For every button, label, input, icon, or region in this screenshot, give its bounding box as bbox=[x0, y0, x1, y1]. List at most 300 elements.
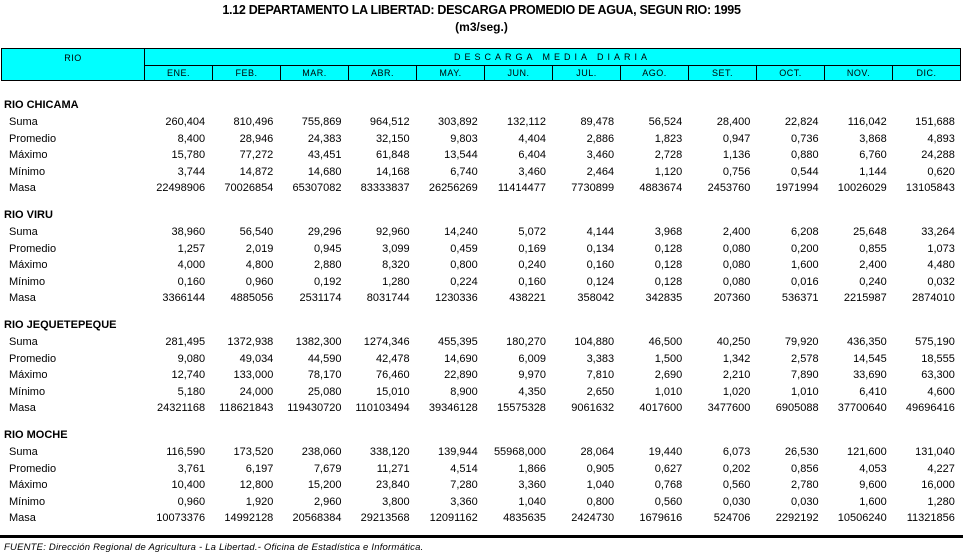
cell-value: 0,960 bbox=[177, 495, 206, 508]
cell-value: 14,240 bbox=[444, 226, 478, 238]
table-header bbox=[1, 48, 961, 81]
river-section bbox=[0, 427, 963, 527]
cell-value: 121,600 bbox=[846, 446, 887, 458]
cell-value: 0,200 bbox=[791, 242, 819, 255]
cell-value: 964,512 bbox=[369, 116, 410, 128]
table-row bbox=[0, 180, 963, 197]
cell-value: 0,240 bbox=[859, 275, 887, 288]
row-label: Masa bbox=[9, 292, 36, 305]
cell-value: 455,395 bbox=[438, 336, 478, 348]
row-label: Máximo bbox=[9, 479, 48, 492]
cell-value: 180,270 bbox=[506, 336, 546, 348]
cell-value: 6,410 bbox=[859, 385, 887, 398]
table-row bbox=[0, 367, 963, 384]
cell-value: 9061632 bbox=[571, 402, 615, 415]
cell-value: 37700640 bbox=[837, 402, 887, 415]
cell-value: 0,627 bbox=[654, 462, 683, 475]
cell-value: 0,160 bbox=[518, 275, 546, 288]
cell-value: 1382,300 bbox=[295, 336, 342, 348]
cell-value: 8,900 bbox=[450, 385, 478, 398]
cell-value: 0,224 bbox=[450, 275, 478, 288]
river-section bbox=[0, 207, 963, 307]
cell-value: 0,945 bbox=[313, 242, 342, 255]
cell-value: 0,240 bbox=[518, 259, 546, 272]
cell-value: 83333837 bbox=[360, 182, 410, 195]
river-name: RIO VIRU bbox=[4, 209, 53, 221]
row-label: Suma bbox=[9, 446, 38, 458]
cell-value: 2874010 bbox=[912, 292, 955, 305]
cell-value: 110103494 bbox=[355, 402, 410, 415]
cell-value: 0,768 bbox=[654, 479, 683, 492]
row-label: Promedio bbox=[9, 132, 57, 145]
row-label: Promedio bbox=[9, 242, 57, 255]
cell-value: 4,000 bbox=[177, 259, 206, 272]
cell-value: 26,530 bbox=[784, 446, 819, 458]
cell-value: 5,180 bbox=[177, 385, 206, 398]
table-row bbox=[0, 114, 963, 131]
cell-value: 2,578 bbox=[791, 352, 819, 365]
cell-value: 10073376 bbox=[156, 512, 206, 525]
cell-value: 7,810 bbox=[586, 369, 615, 382]
cell-value: 536371 bbox=[781, 292, 819, 305]
cell-value: 0,947 bbox=[722, 132, 751, 145]
cell-value: 6905088 bbox=[775, 402, 819, 415]
table-row bbox=[0, 131, 963, 148]
cell-value: 0,856 bbox=[791, 462, 819, 475]
cell-value: 15,010 bbox=[375, 385, 410, 398]
header-month: ENE. bbox=[145, 66, 213, 80]
cell-value: 49,034 bbox=[239, 352, 274, 365]
cell-value: 29213568 bbox=[360, 512, 410, 525]
cell-value: 43,451 bbox=[307, 149, 342, 162]
cell-value: 25,080 bbox=[307, 385, 342, 398]
cell-value: 3,460 bbox=[518, 165, 546, 178]
cell-value: 0,080 bbox=[722, 242, 751, 255]
cell-value: 1,600 bbox=[859, 495, 887, 508]
cell-value: 33,690 bbox=[853, 369, 887, 382]
row-label: Mínimo bbox=[9, 495, 46, 508]
cell-value: 1,257 bbox=[177, 242, 206, 255]
cell-value: 2215987 bbox=[843, 292, 887, 305]
cell-value: 9,803 bbox=[450, 132, 478, 145]
cell-value: 0,080 bbox=[722, 275, 751, 288]
cell-value: 3,800 bbox=[382, 495, 410, 508]
cell-value: 3,460 bbox=[586, 149, 615, 162]
header-month: FEB. bbox=[213, 66, 281, 80]
table-row bbox=[0, 257, 963, 274]
cell-value: 77,272 bbox=[239, 149, 274, 162]
row-label: Mínimo bbox=[9, 385, 46, 398]
river-name: RIO CHICAMA bbox=[4, 99, 79, 111]
cell-value: 29,296 bbox=[307, 226, 342, 238]
cell-value: 1,342 bbox=[722, 352, 751, 365]
cell-value: 24,000 bbox=[239, 385, 274, 398]
cell-value: 1,866 bbox=[518, 462, 546, 475]
header-month: JUL. bbox=[553, 66, 621, 80]
cell-value: 12091162 bbox=[429, 512, 478, 525]
header-months bbox=[145, 66, 960, 80]
cell-value: 4,800 bbox=[245, 259, 274, 272]
river-name: RIO MOCHE bbox=[4, 429, 68, 441]
cell-value: 26256269 bbox=[428, 182, 478, 195]
header-group-descarga: DESCARGA MEDIA DIARIA bbox=[145, 49, 960, 66]
cell-value: 7,679 bbox=[313, 462, 342, 475]
cell-value: 2,780 bbox=[791, 479, 819, 492]
cell-value: 14,545 bbox=[853, 352, 887, 365]
cell-value: 14992128 bbox=[224, 512, 274, 525]
cell-value: 0,459 bbox=[450, 242, 478, 255]
cell-value: 1,010 bbox=[791, 385, 819, 398]
cell-value: 14,690 bbox=[444, 352, 478, 365]
cell-value: 9,600 bbox=[859, 479, 887, 492]
river-section bbox=[0, 97, 963, 197]
table-row bbox=[0, 494, 963, 511]
cell-value: 10026029 bbox=[837, 182, 887, 195]
row-label: Máximo bbox=[9, 259, 48, 272]
table-row bbox=[0, 274, 963, 291]
cell-value: 4017600 bbox=[639, 402, 683, 415]
cell-value: 28,400 bbox=[716, 116, 751, 128]
cell-value: 1971994 bbox=[775, 182, 819, 195]
cell-value: 0,030 bbox=[722, 495, 751, 508]
cell-value: 1,500 bbox=[654, 352, 683, 365]
cell-value: 0,800 bbox=[450, 259, 478, 272]
cell-value: 61,848 bbox=[375, 149, 410, 162]
cell-value: 3,360 bbox=[450, 495, 478, 508]
cell-value: 7,280 bbox=[450, 479, 478, 492]
cell-value: 260,404 bbox=[165, 116, 206, 128]
cell-value: 8,400 bbox=[177, 132, 206, 145]
cell-value: 338,120 bbox=[369, 446, 410, 458]
cell-value: 0,880 bbox=[791, 149, 819, 162]
cell-value: 0,160 bbox=[177, 275, 206, 288]
cell-value: 4,350 bbox=[518, 385, 546, 398]
cell-value: 1,120 bbox=[654, 165, 683, 178]
cell-value: 65307082 bbox=[292, 182, 342, 195]
bottom-rule bbox=[0, 535, 963, 538]
cell-value: 2,690 bbox=[654, 369, 683, 382]
cell-value: 33,264 bbox=[921, 226, 955, 238]
cell-value: 575,190 bbox=[915, 336, 955, 348]
cell-value: 10,400 bbox=[171, 479, 206, 492]
cell-value: 1679616 bbox=[639, 512, 683, 525]
cell-value: 1274,346 bbox=[363, 336, 410, 348]
cell-value: 89,478 bbox=[580, 116, 615, 128]
cell-value: 755,869 bbox=[301, 116, 342, 128]
table-row bbox=[0, 147, 963, 164]
cell-value: 1,040 bbox=[518, 495, 546, 508]
cell-value: 12,800 bbox=[239, 479, 274, 492]
cell-value: 2,400 bbox=[722, 226, 751, 238]
cell-value: 3,360 bbox=[518, 479, 546, 492]
cell-value: 10506240 bbox=[837, 512, 887, 525]
cell-value: 1,280 bbox=[382, 275, 410, 288]
cell-value: 38,960 bbox=[171, 226, 206, 238]
cell-value: 7,890 bbox=[791, 369, 819, 382]
cell-value: 1,600 bbox=[791, 259, 819, 272]
cell-value: 2531174 bbox=[299, 292, 342, 305]
cell-value: 3,868 bbox=[859, 132, 887, 145]
cell-value: 46,500 bbox=[648, 336, 683, 348]
cell-value: 173,520 bbox=[233, 446, 274, 458]
cell-value: 15,780 bbox=[171, 149, 206, 162]
row-label: Máximo bbox=[9, 149, 48, 162]
cell-value: 2,210 bbox=[722, 369, 751, 382]
cell-value: 4,893 bbox=[927, 132, 955, 145]
table-row bbox=[0, 477, 963, 494]
header-month: MAR. bbox=[281, 66, 349, 80]
cell-value: 238,060 bbox=[301, 446, 342, 458]
cell-value: 0,756 bbox=[722, 165, 751, 178]
cell-value: 0,560 bbox=[722, 479, 751, 492]
cell-value: 6,404 bbox=[518, 149, 546, 162]
cell-value: 11321856 bbox=[906, 512, 955, 525]
cell-value: 14,168 bbox=[375, 165, 410, 178]
cell-value: 14,680 bbox=[307, 165, 342, 178]
cell-value: 2,400 bbox=[859, 259, 887, 272]
table-row bbox=[0, 224, 963, 241]
table-row bbox=[0, 444, 963, 461]
cell-value: 0,030 bbox=[791, 495, 819, 508]
cell-value: 104,880 bbox=[574, 336, 615, 348]
cell-value: 24321168 bbox=[157, 402, 206, 415]
cell-value: 0,855 bbox=[859, 242, 887, 255]
cell-value: 4885056 bbox=[230, 292, 274, 305]
cell-value: 2,464 bbox=[586, 165, 615, 178]
cell-value: 2,019 bbox=[245, 242, 274, 255]
cell-value: 40,250 bbox=[716, 336, 751, 348]
cell-value: 3,761 bbox=[177, 462, 206, 475]
cell-value: 131,040 bbox=[915, 446, 955, 458]
page-subtitle: (m3/seg.) bbox=[455, 20, 508, 34]
cell-value: 0,080 bbox=[722, 259, 751, 272]
cell-value: 12,740 bbox=[171, 369, 206, 382]
cell-value: 0,016 bbox=[791, 275, 819, 288]
cell-value: 56,540 bbox=[239, 226, 274, 238]
cell-value: 1,920 bbox=[245, 495, 274, 508]
cell-value: 13,544 bbox=[444, 149, 478, 162]
row-label: Suma bbox=[9, 226, 38, 238]
cell-value: 3477600 bbox=[707, 402, 751, 415]
header-month: NOV. bbox=[825, 66, 893, 80]
row-label: Masa bbox=[9, 182, 36, 195]
cell-value: 0,960 bbox=[245, 275, 274, 288]
cell-value: 358042 bbox=[577, 292, 615, 305]
cell-value: 0,032 bbox=[927, 275, 955, 288]
cell-value: 133,000 bbox=[233, 369, 274, 382]
cell-value: 0,736 bbox=[791, 132, 819, 145]
river-name: RIO JEQUETEPEQUE bbox=[4, 319, 117, 331]
header-month: OCT. bbox=[757, 66, 825, 80]
cell-value: 0,202 bbox=[722, 462, 751, 475]
cell-value: 342835 bbox=[645, 292, 683, 305]
header-month: JUN. bbox=[485, 66, 553, 80]
cell-value: 151,688 bbox=[915, 116, 955, 128]
cell-value: 0,124 bbox=[586, 275, 615, 288]
cell-value: 0,544 bbox=[791, 165, 819, 178]
cell-value: 3366144 bbox=[162, 292, 206, 305]
table-row bbox=[0, 290, 963, 307]
cell-value: 0,800 bbox=[586, 495, 615, 508]
cell-value: 116,042 bbox=[847, 116, 887, 128]
cell-value: 6,073 bbox=[722, 446, 751, 458]
row-label: Masa bbox=[9, 512, 36, 525]
cell-value: 0,169 bbox=[518, 242, 546, 255]
source-footnote: FUENTE: Dirección Regional de Agricultura - La Libertad.- Oficina de Estadística e Informática. bbox=[4, 542, 424, 553]
row-label: Promedio bbox=[9, 352, 57, 365]
cell-value: 28,946 bbox=[239, 132, 274, 145]
cell-value: 0,620 bbox=[927, 165, 955, 178]
cell-value: 1,020 bbox=[722, 385, 751, 398]
cell-value: 281,495 bbox=[165, 336, 206, 348]
cell-value: 0,560 bbox=[654, 495, 683, 508]
cell-value: 1,136 bbox=[722, 149, 751, 162]
header-month: AGO. bbox=[621, 66, 689, 80]
cell-value: 32,150 bbox=[375, 132, 410, 145]
cell-value: 11414477 bbox=[497, 182, 546, 195]
cell-value: 132,112 bbox=[506, 116, 546, 128]
cell-value: 63,300 bbox=[921, 369, 955, 382]
cell-value: 3,099 bbox=[382, 242, 410, 255]
cell-value: 8031744 bbox=[366, 292, 410, 305]
header-month: DIC. bbox=[916, 68, 937, 78]
cell-value: 20568384 bbox=[292, 512, 342, 525]
cell-value: 139,944 bbox=[438, 446, 478, 458]
table-row bbox=[0, 351, 963, 368]
row-label: Masa bbox=[9, 402, 36, 415]
cell-value: 16,000 bbox=[921, 479, 955, 492]
table-row bbox=[0, 334, 963, 351]
header-month: MAY. bbox=[417, 66, 485, 80]
cell-value: 78,170 bbox=[307, 369, 342, 382]
cell-value: 4,404 bbox=[518, 132, 546, 145]
cell-value: 4,514 bbox=[450, 462, 478, 475]
cell-value: 4,053 bbox=[859, 462, 887, 475]
cell-value: 6,740 bbox=[450, 165, 478, 178]
header-rio: RIO bbox=[2, 49, 145, 80]
cell-value: 49696416 bbox=[905, 402, 955, 415]
cell-value: 4835635 bbox=[503, 512, 546, 525]
cell-value: 1,010 bbox=[654, 385, 683, 398]
cell-value: 4,600 bbox=[927, 385, 955, 398]
cell-value: 6,009 bbox=[518, 352, 546, 365]
cell-value: 8,320 bbox=[382, 259, 410, 272]
cell-value: 25,648 bbox=[853, 226, 887, 238]
cell-value: 24,383 bbox=[307, 132, 342, 145]
cell-value: 22,824 bbox=[784, 116, 819, 128]
cell-value: 6,197 bbox=[245, 462, 274, 475]
cell-value: 6,208 bbox=[791, 226, 819, 238]
cell-value: 15,200 bbox=[307, 479, 342, 492]
row-label: Suma bbox=[9, 116, 38, 128]
cell-value: 2424730 bbox=[571, 512, 615, 525]
cell-value: 22,890 bbox=[444, 369, 478, 382]
cell-value: 4883674 bbox=[639, 182, 683, 195]
cell-value: 24,288 bbox=[921, 149, 955, 162]
cell-value: 810,496 bbox=[233, 116, 274, 128]
row-label: Máximo bbox=[9, 369, 48, 382]
cell-value: 0,128 bbox=[654, 275, 683, 288]
cell-value: 2,650 bbox=[586, 385, 615, 398]
cell-value: 2,880 bbox=[313, 259, 342, 272]
cell-value: 3,383 bbox=[586, 352, 615, 365]
cell-value: 39346128 bbox=[428, 402, 478, 415]
header-month: SET. bbox=[689, 66, 757, 80]
cell-value: 303,892 bbox=[438, 116, 478, 128]
table-row bbox=[0, 164, 963, 181]
cell-value: 1230336 bbox=[434, 292, 478, 305]
cell-value: 14,872 bbox=[239, 165, 274, 178]
cell-value: 207360 bbox=[713, 292, 751, 305]
cell-value: 5,072 bbox=[518, 226, 546, 238]
cell-value: 6,760 bbox=[859, 149, 887, 162]
row-label: Promedio bbox=[9, 462, 57, 475]
cell-value: 4,144 bbox=[586, 226, 615, 238]
cell-value: 438221 bbox=[509, 292, 546, 305]
cell-value: 9,970 bbox=[518, 369, 546, 382]
cell-value: 4,227 bbox=[927, 462, 955, 475]
cell-value: 13105843 bbox=[905, 182, 955, 195]
header-month: ABR. bbox=[349, 66, 417, 80]
cell-value: 22498906 bbox=[156, 182, 206, 195]
cell-value: 70026854 bbox=[224, 182, 274, 195]
row-label: Mínimo bbox=[9, 275, 46, 288]
cell-value: 0,134 bbox=[586, 242, 615, 255]
cell-value: 1,040 bbox=[586, 479, 615, 492]
cell-value: 9,080 bbox=[177, 352, 206, 365]
cell-value: 92,960 bbox=[375, 226, 410, 238]
cell-value: 56,524 bbox=[648, 116, 683, 128]
row-label: Suma bbox=[9, 336, 38, 348]
table-row bbox=[0, 510, 963, 527]
cell-value: 119430720 bbox=[287, 402, 342, 415]
cell-value: 4,480 bbox=[927, 259, 955, 272]
cell-value: 19,440 bbox=[648, 446, 683, 458]
cell-value: 0,192 bbox=[313, 275, 342, 288]
cell-value: 18,555 bbox=[921, 352, 955, 365]
page-title: 1.12 DEPARTAMENTO LA LIBERTAD: DESCARGA PROMEDIO DE AGUA, SEGUN RIO: 1995 bbox=[222, 3, 741, 17]
cell-value: 524706 bbox=[713, 512, 751, 525]
cell-value: 7730899 bbox=[571, 182, 615, 195]
cell-value: 2,960 bbox=[313, 495, 342, 508]
table-row bbox=[0, 400, 963, 417]
cell-value: 0,128 bbox=[654, 242, 683, 255]
cell-value: 1372,938 bbox=[227, 336, 274, 348]
cell-value: 1,280 bbox=[927, 495, 955, 508]
cell-value: 44,590 bbox=[307, 352, 342, 365]
cell-value: 42,478 bbox=[375, 352, 410, 365]
cell-value: 11,271 bbox=[376, 462, 410, 475]
cell-value: 1,823 bbox=[654, 132, 683, 145]
cell-value: 79,920 bbox=[784, 336, 819, 348]
cell-value: 23,840 bbox=[375, 479, 410, 492]
cell-value: 3,744 bbox=[177, 165, 206, 178]
cell-value: 2,886 bbox=[586, 132, 615, 145]
cell-value: 76,460 bbox=[375, 369, 410, 382]
table-row bbox=[0, 241, 963, 258]
river-section bbox=[0, 317, 963, 417]
cell-value: 1,073 bbox=[927, 242, 955, 255]
cell-value: 116,590 bbox=[166, 446, 206, 458]
cell-value: 2453760 bbox=[707, 182, 751, 195]
table-row bbox=[0, 384, 963, 401]
table-row bbox=[0, 461, 963, 478]
row-label: Mínimo bbox=[9, 165, 46, 178]
cell-value: 118621843 bbox=[219, 402, 274, 415]
cell-value: 15575328 bbox=[496, 402, 546, 415]
cell-value: 0,128 bbox=[654, 259, 683, 272]
cell-value: 436,350 bbox=[846, 336, 887, 348]
